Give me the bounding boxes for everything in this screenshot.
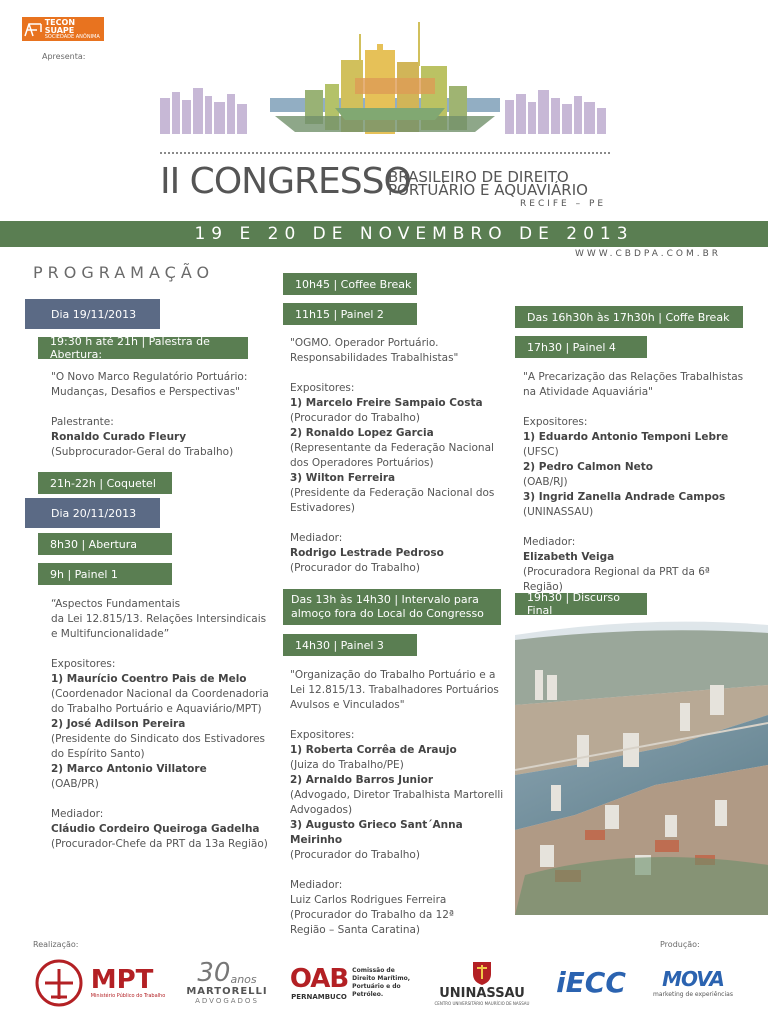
panel3-exp3-role: (Procurador do Trabalho) xyxy=(290,849,420,861)
panel1-exp2-role: (Presidente do Sindicato dos Estivadores do Espírito Santo) xyxy=(51,733,265,760)
panel3-slot: 14h30 | Painel 3 xyxy=(283,634,417,656)
crane-icon xyxy=(22,17,45,41)
uninassau-logo xyxy=(428,950,536,1015)
day1-label: Dia 19/11/2013 xyxy=(25,299,160,329)
panel1-exp2: 2) José Adilson Pereira xyxy=(51,718,186,730)
skyline-graphic xyxy=(155,20,610,140)
panel4-exp2: 2) Pedro Calmon Neto xyxy=(523,461,653,473)
panel1-exp1-role: (Coordenador Nacional da Coordenadoria do Trabalho Portuário e Aquaviário/MPT) xyxy=(51,688,269,715)
presents-label: Apresenta: xyxy=(42,52,86,61)
oab-logo xyxy=(282,950,422,1015)
panel3-exp1: 1) Roberta Corrêa de Araujo xyxy=(290,744,457,756)
panel3-exp1-role: (Juiza do Trabalho/PE) xyxy=(290,759,404,771)
panel2-exp3: 3) Wilton Ferreira xyxy=(290,472,396,484)
congress-city: RECIFE – PE xyxy=(520,199,607,209)
day2-label: Dia 20/11/2013 xyxy=(25,498,160,528)
panel4-exp2-role: (OAB/RJ) xyxy=(523,476,568,488)
panel3-exp2-role: (Advogado, Diretor Trabalhista Martorelli Advogados) xyxy=(290,789,504,816)
panel4-exp-label: Expositores: xyxy=(523,416,588,428)
realizacao-label: Realização: xyxy=(33,940,79,949)
mova-logo xyxy=(652,950,734,1015)
program-heading: PROGRAMAÇÃO xyxy=(33,263,215,282)
lunch-break: Das 13h às 14h30 | Intervalo para almoço fora do Local do Congresso xyxy=(283,589,501,625)
panel3-med-role: (Procurador do Trabalho da 12ª Região – Santa Caratina) xyxy=(290,909,454,936)
panel4-slot: 17h30 | Painel 4 xyxy=(515,336,647,358)
panel2-title: "OGMO. Operador Portuário. Responsabilidades Trabalhistas" xyxy=(290,337,459,364)
coffee-break-1: 10h45 | Coffee Break xyxy=(283,273,417,295)
mpt-name: MPT xyxy=(90,964,154,995)
panel1-title-line3: e Multifuncionalidade” xyxy=(51,628,170,640)
panel1-title-line2: da Lei 12.815/13. Relações Intersindicais xyxy=(51,613,267,625)
panel2-exp1-role: (Procurador do Trabalho) xyxy=(290,412,420,424)
panel1-exp1: 1) Maurício Coentro Pais de Melo xyxy=(51,673,247,685)
panel4-med-role: (Procuradora Regional da PRT da 6ª Região) xyxy=(523,566,710,593)
panel2-med-name: Rodrigo Lestrade Pedroso xyxy=(290,547,444,559)
panel4-exp1-role: (UFSC) xyxy=(523,446,559,458)
congress-subtitle-line2: PORTUÁRIO E AQUAVIÁRIO xyxy=(388,181,588,199)
day1-opening-details xyxy=(51,370,266,460)
mova-name: MOVA xyxy=(662,967,724,991)
martorelli-anos: anos xyxy=(230,973,257,986)
panel3-exp-label: Expositores: xyxy=(290,729,355,741)
martorelli-logo xyxy=(182,950,272,1015)
panel3-exp2: 2) Arnaldo Barros Junior xyxy=(290,774,434,786)
panel4-med-label: Mediador: xyxy=(523,536,576,548)
oab-commission: Comissão de Direito Marítimo, Portuário e do Petróleo. xyxy=(352,966,410,998)
panel3-med-name: Luiz Carlos Rodrigues Ferreira xyxy=(290,894,447,906)
panel1-med-role: (Procurador-Chefe da PRT da 13a Região) xyxy=(51,838,268,850)
uninassau-name: UNINASSAU xyxy=(439,985,525,1001)
panel2-details xyxy=(290,336,505,576)
panel2-exp3-role: (Presidente da Federação Nacional dos Estivadores) xyxy=(290,487,495,514)
date-banner: 19 E 20 DE NOVEMBRO DE 2013 xyxy=(0,221,768,247)
coffee-break-2: Das 16h30h às 17h30h | Coffe Break xyxy=(515,306,743,328)
panel2-exp2-role: (Representante da Federação Nacional dos Operadores Portuários) xyxy=(290,442,494,469)
opening-lecture-title: "O Novo Marco Regulatório Portuário: Mudanças, Desafios e Perspectivas" xyxy=(51,371,248,398)
mpt-sub: Ministério Público do Trabalho xyxy=(90,992,166,999)
speaker-label: Palestrante: xyxy=(51,416,114,428)
cocktail-slot: 21h-22h | Coquetel xyxy=(38,472,172,494)
panel1-details xyxy=(51,597,271,852)
congress-title: II CONGRESSO xyxy=(160,161,411,202)
panel4-title: "A Precarização das Relações Trabalhistas na Atividade Aquaviária" xyxy=(523,371,744,398)
speaker-name: Ronaldo Curado Fleury xyxy=(51,431,187,443)
website-link[interactable]: WWW.CBDPA.COM.BR xyxy=(575,249,722,259)
panel1-med-name: Cláudio Cordeiro Queiroga Gadelha xyxy=(51,823,260,835)
closing-speech-slot: 19h30 | Discurso Final xyxy=(515,593,647,615)
panel1-title-line1: “Aspectos Fundamentais xyxy=(51,598,181,610)
panel2-exp1: 1) Marcelo Freire Sampaio Costa xyxy=(290,397,483,409)
martorelli-30: 30 xyxy=(197,958,231,988)
iecc-name: iECC xyxy=(556,966,626,999)
panel1-exp3-role: (OAB/PR) xyxy=(51,778,99,790)
panel3-title: "Organização do Trabalho Portuário e a Lei 12.815/13. Trabalhadores Portuários Avulsos e Vinculados" xyxy=(290,669,499,711)
panel4-exp3: 3) Ingrid Zanella Andrade Campos xyxy=(523,491,726,503)
panel4-details xyxy=(523,370,748,595)
producao-label: Produção: xyxy=(660,940,700,949)
panel4-exp1: 1) Eduardo Antonio Temponi Lebre xyxy=(523,431,729,443)
panel2-exp2: 2) Ronaldo Lopez Garcia xyxy=(290,427,434,439)
iecc-logo xyxy=(548,950,634,1015)
oab-sub: PERNAMBUCO xyxy=(291,992,347,1001)
tecon-name: TECON SUAPE xyxy=(44,17,76,35)
abertura-slot: 8h30 | Abertura xyxy=(38,533,172,555)
tecon-suape-logo xyxy=(22,17,104,41)
mpt-emblem-icon xyxy=(31,957,87,1009)
panel3-exp3: 3) Augusto Grieco Sant´Anna Meirinho xyxy=(290,819,463,846)
tecon-sub: SOCIEDADE ANÔNIMA xyxy=(44,33,100,40)
panel2-med-label: Mediador: xyxy=(290,532,343,544)
panel3-med-label: Mediador: xyxy=(290,879,343,891)
panel1-slot: 9h | Painel 1 xyxy=(38,563,172,585)
recife-aerial-photo xyxy=(515,615,768,915)
panel4-exp3-role: (UNINASSAU) xyxy=(523,506,594,518)
congress-subtitle-line1: BRASILEIRO DE DIREITO xyxy=(388,168,569,186)
panel1-exp-label: Expositores: xyxy=(51,658,116,670)
mpt-logo xyxy=(28,950,168,1015)
panel4-med-name: Elizabeth Veiga xyxy=(523,551,615,563)
panel3-details xyxy=(290,668,510,938)
panel2-slot: 11h15 | Painel 2 xyxy=(283,303,417,325)
uninassau-sub: CENTRO UNIVERSITÁRIO MAURÍCIO DE NASSAU xyxy=(434,1000,530,1006)
panel1-med-label: Mediador: xyxy=(51,808,104,820)
martorelli-sub: ADVOGADOS xyxy=(195,997,259,1005)
mova-sub: marketing de experiências xyxy=(653,991,733,998)
oab-name: OAB xyxy=(289,963,349,994)
day1-opening-slot: 19:30 h até 21h | Palestra de Abertura: xyxy=(38,337,248,359)
panel2-med-role: (Procurador do Trabalho) xyxy=(290,562,420,574)
martorelli-name: MARTORELLI xyxy=(186,986,268,997)
panel1-exp3: 2) Marco Antonio Villatore xyxy=(51,763,207,775)
uninassau-shield-icon xyxy=(471,960,493,986)
dotted-divider xyxy=(160,152,610,156)
panel2-exp-label: Expositores: xyxy=(290,382,355,394)
speaker-role: (Subprocurador-Geral do Trabalho) xyxy=(51,446,234,458)
